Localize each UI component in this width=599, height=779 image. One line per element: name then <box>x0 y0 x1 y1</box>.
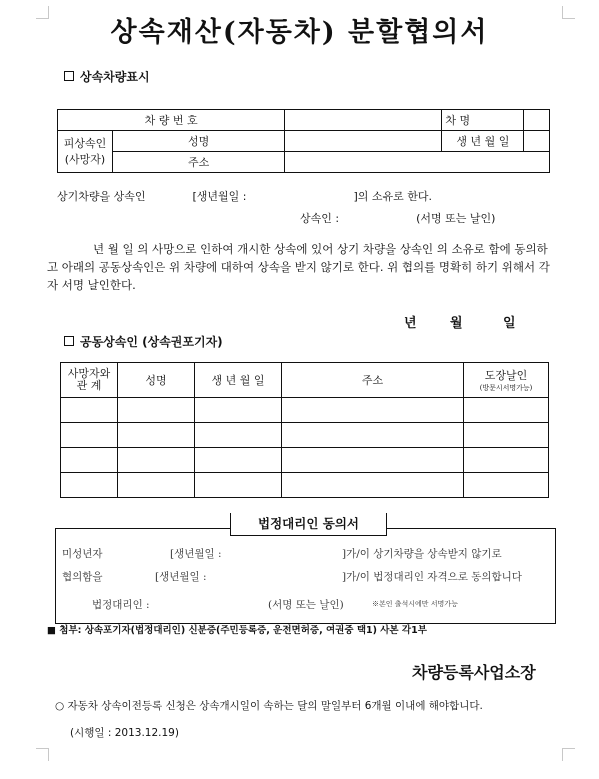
table-cell[interactable] <box>195 448 282 473</box>
plate-label: 차 량 번 호 <box>58 110 285 131</box>
table-row <box>61 448 549 473</box>
birth-header: 생 년 월 일 <box>195 363 282 398</box>
birth-label: 생 년 월 일 <box>442 131 524 152</box>
table-cell[interactable] <box>282 448 464 473</box>
crop-mark <box>36 748 49 761</box>
table-row <box>61 398 549 423</box>
table-cell[interactable] <box>61 423 118 448</box>
decedent-label: 피상속인 (사망자) <box>58 131 113 173</box>
legal-consent-title: 법정대리인 동의서 <box>230 513 387 536</box>
deadline-notice: ○ 자동차 상속이전등록 신청은 상속개시일이 속하는 달의 말일부터 6개월 이내에 해야합니다. <box>55 700 483 712</box>
vehicle-table <box>57 109 550 173</box>
plate-cell[interactable] <box>285 110 442 131</box>
minor-birth-label: [생년월일 : <box>170 548 222 560</box>
heir-line: 상속인 : (서명 또는 날인) <box>300 212 496 225</box>
address-header: 주소 <box>282 363 464 398</box>
section-heading-vehicle: 상속차량표시 <box>64 68 150 85</box>
attachment-note: ■ 첨부: 상속포기자(법정대리인) 신분증(주민등록증, 운전면허증, 여권중 택1) 사본 각1부 <box>47 625 427 636</box>
agree-consent-text: ]가/이 법정대리인 자격으로 동의합니다 <box>342 571 522 583</box>
table-cell[interactable] <box>118 423 195 448</box>
minor-label: 미성년자 <box>62 548 103 560</box>
crop-mark <box>562 748 575 761</box>
table-cell[interactable] <box>195 398 282 423</box>
decedent-address-cell[interactable] <box>285 152 550 173</box>
agree-label: 협의함을 <box>62 571 103 583</box>
agree-birth-label: [생년월일 : <box>155 571 207 583</box>
table-cell[interactable] <box>282 398 464 423</box>
date-day: 일 <box>503 316 516 331</box>
table-cell[interactable] <box>195 473 282 498</box>
legal-agent-sign: (서명 또는 날인) <box>268 599 344 611</box>
table-cell[interactable] <box>282 423 464 448</box>
table-row <box>61 473 549 498</box>
legal-agent-label: 법정대리인 : <box>92 599 150 611</box>
table-cell[interactable] <box>61 473 118 498</box>
table-cell[interactable] <box>118 398 195 423</box>
legal-agent-note: ※본인 출석시에만 서명가능 <box>372 600 458 608</box>
date-year: 년 <box>404 316 417 331</box>
table-cell[interactable] <box>118 473 195 498</box>
table-cell[interactable] <box>464 423 549 448</box>
decedent-name-cell[interactable] <box>285 131 442 152</box>
agreement-paragraph: 년 월 일 의 사망으로 인하여 개시한 상속에 있어 상기 차량을 상속인 의 소유로 함에 동의하고 아래의 공동상속인은 위 차량에 대하여 상속을 받지 않기로 한다. 위 협의를 명확히 하기 위해서 각자 서명 날인한다. <box>47 242 550 292</box>
table-cell[interactable] <box>195 423 282 448</box>
table-cell[interactable] <box>464 398 549 423</box>
coheir-table <box>60 362 549 498</box>
table-cell[interactable] <box>464 448 549 473</box>
owner-line: 상기차량을 상속인 [생년월일 : ]의 소유로 한다. <box>57 190 433 203</box>
relation-header: 사망자와 관 계 <box>61 363 118 398</box>
section-heading-coheirs: 공동상속인 (상속권포기자) <box>64 333 223 350</box>
name-header: 성명 <box>118 363 195 398</box>
address-label: 주소 <box>113 152 285 173</box>
table-cell[interactable] <box>61 448 118 473</box>
car-name-cell[interactable] <box>524 110 550 131</box>
minor-consent-text: ]가/이 상기차량을 상속받지 않기로 <box>342 548 502 560</box>
date-month: 월 <box>450 316 463 331</box>
car-name-label: 차 명 <box>442 110 524 131</box>
decedent-birth-cell[interactable] <box>524 131 550 152</box>
table-cell[interactable] <box>282 473 464 498</box>
square-bullet-icon <box>64 71 74 81</box>
table-cell[interactable] <box>464 473 549 498</box>
document-title: 상속재산(자동차) 분할협의서 <box>110 17 489 48</box>
table-cell[interactable] <box>61 398 118 423</box>
seal-header: 도장날인 (방문시서명가능) <box>464 363 549 398</box>
name-label: 성명 <box>113 131 285 152</box>
office-name: 차량등록사업소장 <box>412 663 536 682</box>
effective-date: (시행일 : 2013.12.19) <box>70 727 179 739</box>
table-cell[interactable] <box>118 448 195 473</box>
table-row <box>61 423 549 448</box>
square-bullet-icon <box>64 336 74 346</box>
